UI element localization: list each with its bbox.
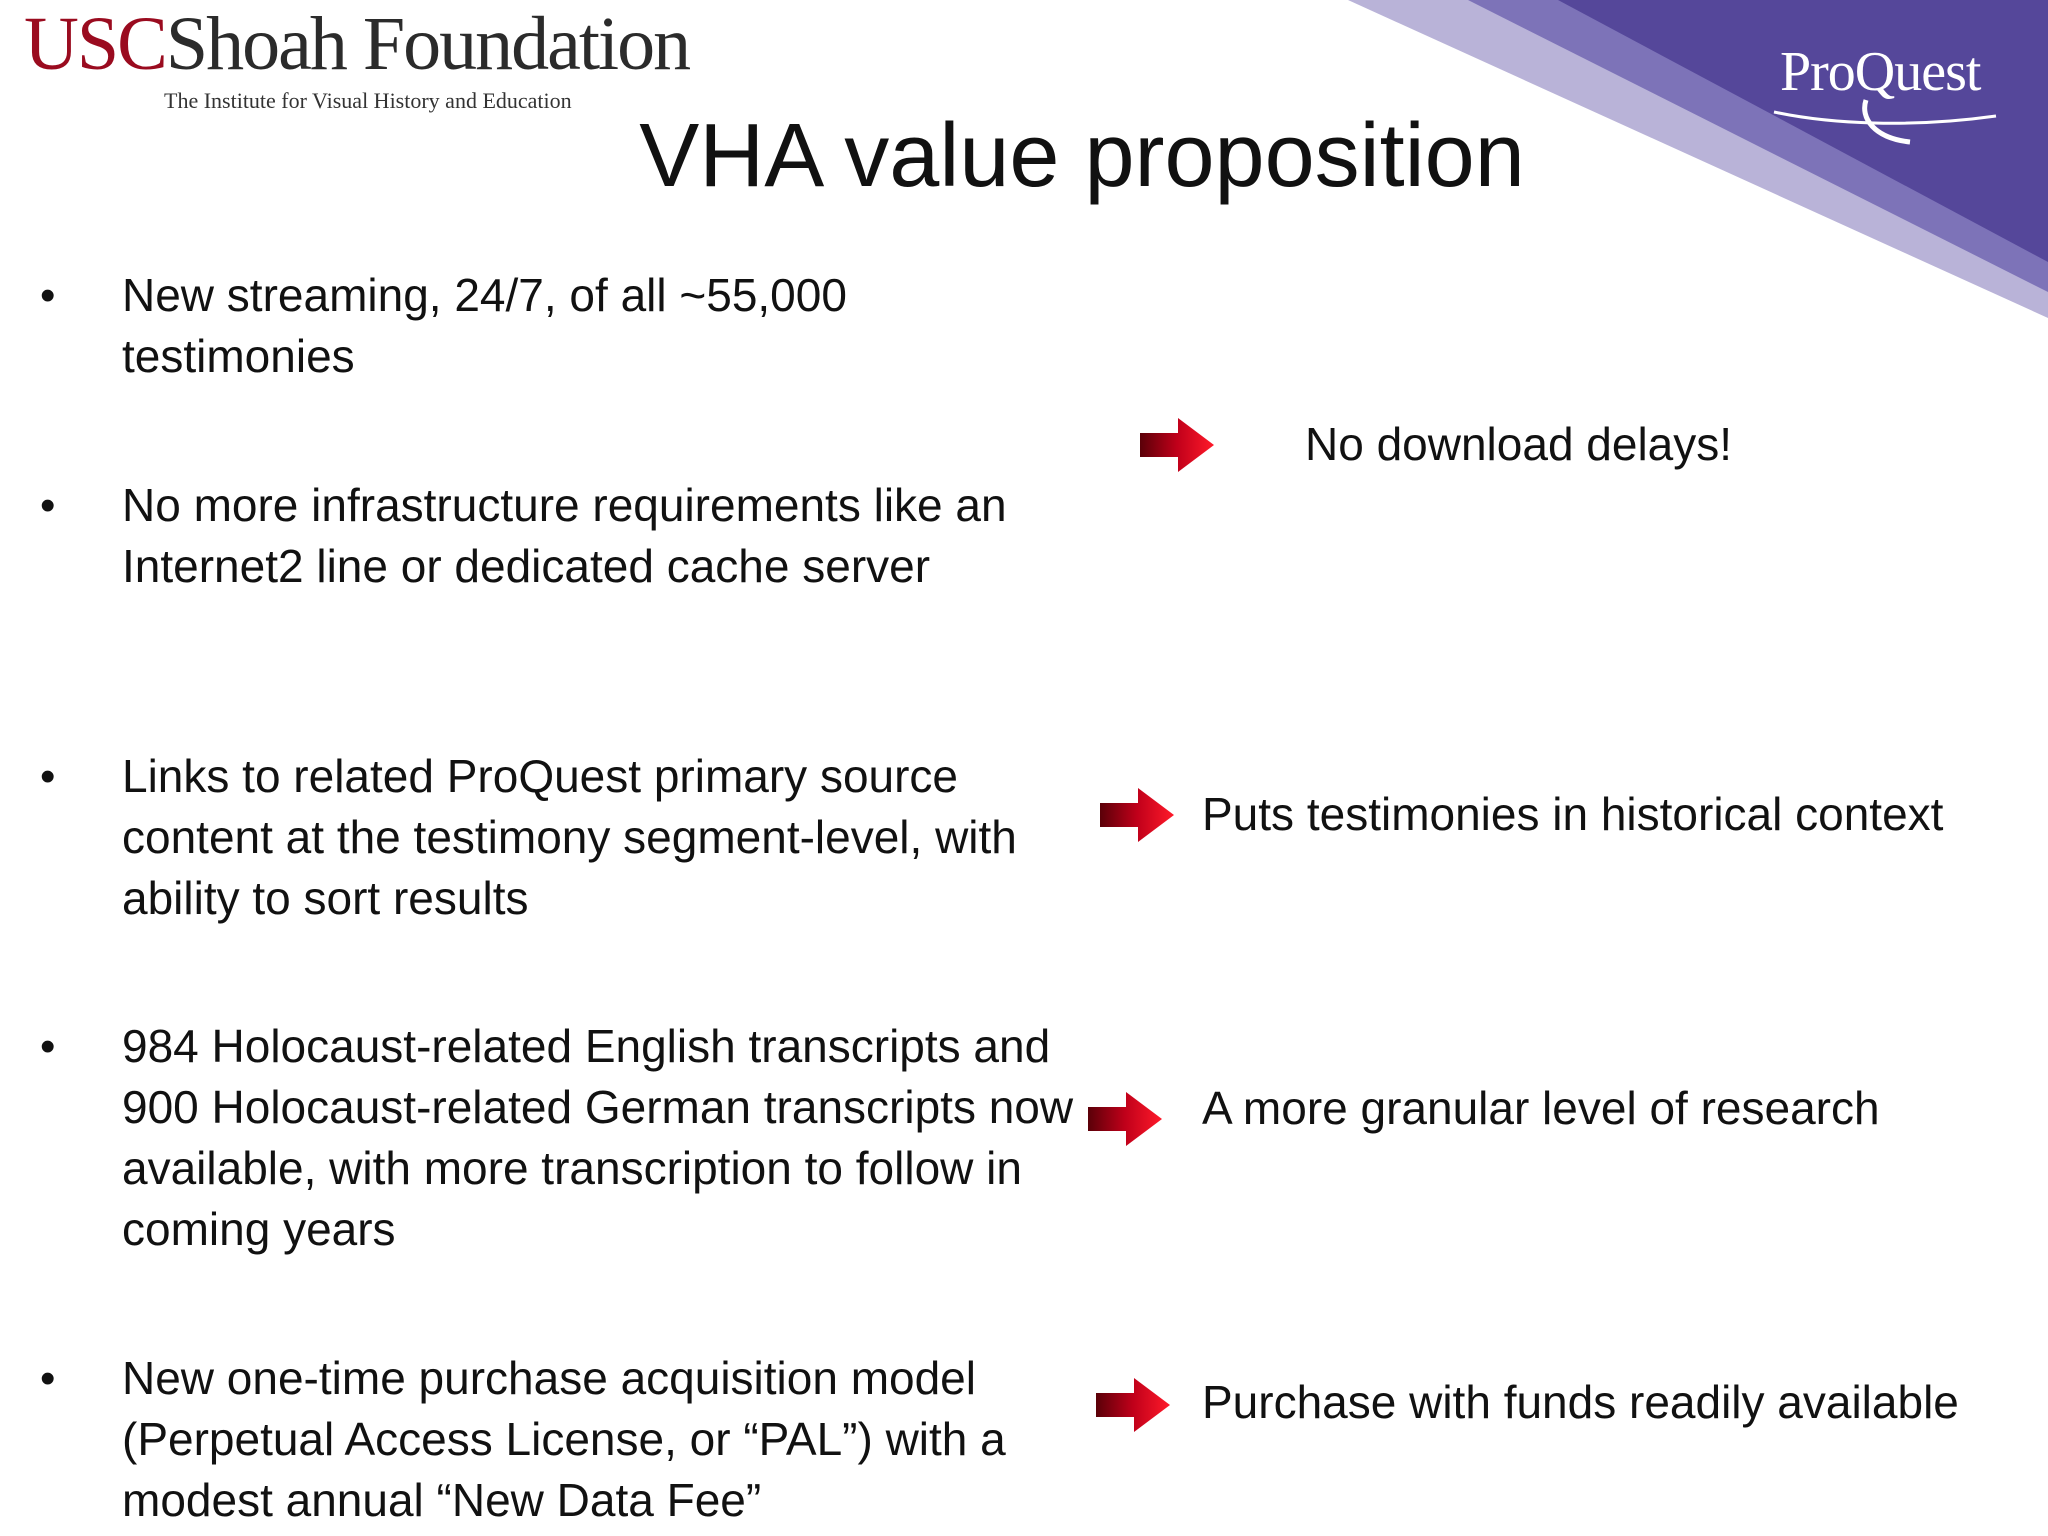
slide-title: VHA value proposition [639,106,1525,206]
red-arrow-icon [1096,1378,1170,1432]
bullet-dot-icon: • [40,271,56,320]
bullet-text: 984 Holocaust-related English transcripts and 900 Holocaust-related German transcripts now available, with more transcription to follow in coming years [122,1020,1074,1255]
bullet-text: No more infrastructure requirements like an Internet2 line or dedicated cache server [122,479,1007,592]
usc-shoah-foundation-logo [24,2,704,116]
outcome-text: Purchase with funds readily available [1202,1376,1959,1428]
red-arrow-icon [1100,788,1174,842]
bullet-text: Links to related ProQuest primary source content at the testimony segment-level, with ability to sort results [122,750,1017,924]
red-arrow-icon [1088,1092,1162,1146]
bullet-text: New one-time purchase acquisition model (Perpetual Access License, or “PAL”) with a modest annual “New Data Fee” [122,1352,1006,1526]
bullet-dot-icon: • [40,1022,56,1071]
outcome-text: No download delays! [1305,418,1733,470]
usc-wordmark [24,2,704,86]
bullet-dot-icon: • [40,752,56,801]
bullet-dot-icon: • [40,481,56,530]
shoah-foundation-name: Shoah Foundation [165,2,690,86]
bullet-text: New streaming, 24/7, of all ~55,000 testimonies [122,269,847,382]
outcome-text: A more granular level of research [1202,1082,1880,1134]
proquest-wordmark: ProQuest [1780,41,1981,103]
bullet-dot-icon: • [40,1354,56,1403]
outcome-text: Puts testimonies in historical context [1202,788,1944,840]
red-arrow-icon [1140,418,1214,472]
usc-tagline: The Institute for Visual History and Education [164,88,572,113]
usc-letters: USC [24,2,166,86]
